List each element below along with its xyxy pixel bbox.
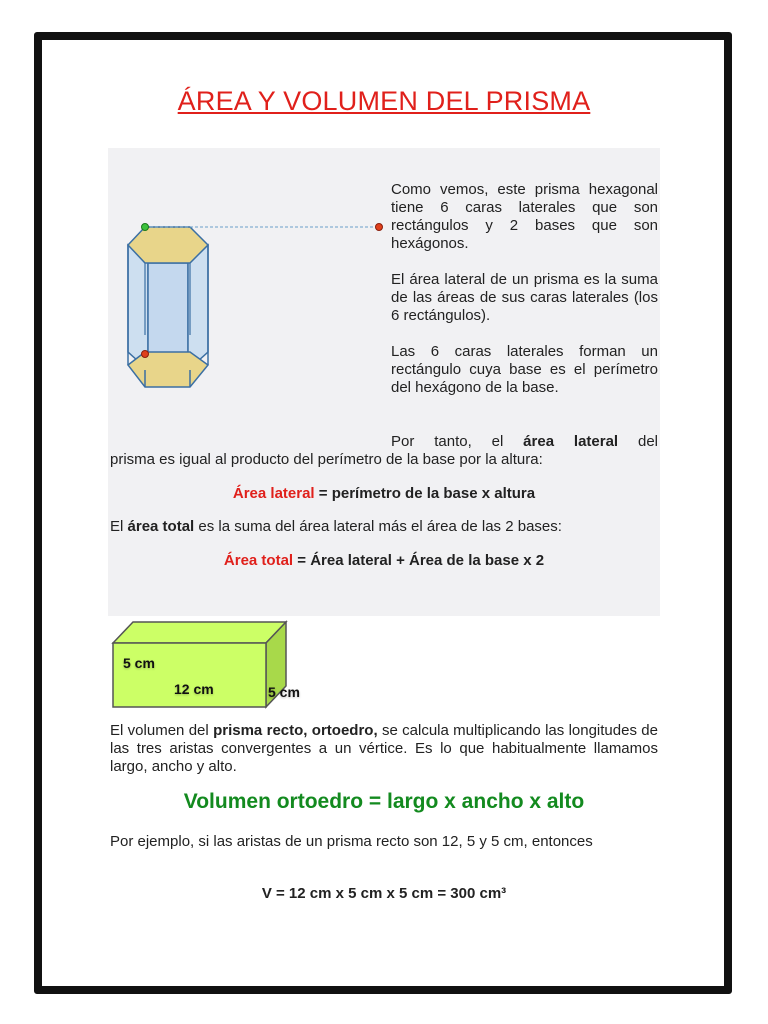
box-height-label: 5 cm — [123, 655, 155, 671]
formula-lateral-area: Área lateral = perímetro de la base x altura — [232, 485, 536, 502]
formula-volume: Volumen ortoedro = largo x ancho x alto — [183, 790, 585, 813]
paragraph-prism-faces: Como vemos, este prisma hexagonal tiene 6 caras laterales que son rectángulos y 2 bases que son hexágonos. — [391, 181, 658, 252]
paragraph-volume: El volumen del prisma recto, ortoedro, se calcula multiplicando las longitudes de las tres aristas convergentes a un vértice. Es lo que habitualmente llamamos largo, ancho y alto. — [110, 722, 658, 775]
red-point-marker — [142, 351, 149, 358]
prism-top-base — [128, 227, 208, 263]
paragraph-lateral-rectangle: Las 6 caras laterales forman un rectángulo cuya base es el perímetro del hexágono de la base. — [391, 343, 658, 396]
paragraph-lateral-area: El área lateral de un prisma es la suma de las áreas de sus caras laterales (los 6 rectángulos). — [391, 271, 658, 324]
term-area-lateral: área lateral — [523, 433, 619, 450]
box-depth-label: 5 cm — [268, 684, 300, 700]
prism-side-face-right — [188, 245, 208, 370]
cuboid-top-face — [113, 622, 286, 643]
paragraph-therefore-line2: prisma es igual al producto del perímetro de la base por la altura: — [110, 451, 543, 468]
formula-total-area: Área total = Área lateral + Área de la base x 2 — [223, 552, 545, 569]
page-title: ÁREA Y VOLUMEN DEL PRISMA — [177, 86, 591, 116]
prism-bottom-base — [128, 352, 208, 387]
cuboid-front-face — [113, 643, 266, 707]
paragraph-total-area: El área total es la suma del área lateral más el área de las 2 bases: — [110, 518, 562, 535]
box-length-label: 12 cm — [174, 681, 214, 697]
paragraph-therefore-line1: Por tanto, el área lateral del — [391, 433, 658, 450]
paragraph-example: Por ejemplo, si las aristas de un prisma recto son 12, 5 y 5 cm, entonces — [110, 833, 593, 850]
hexagonal-prism-diagram — [108, 215, 398, 405]
green-point-marker — [142, 224, 149, 231]
pointer-end-marker — [376, 224, 383, 231]
formula-example: V = 12 cm x 5 cm x 5 cm = 300 cm³ — [261, 885, 507, 902]
